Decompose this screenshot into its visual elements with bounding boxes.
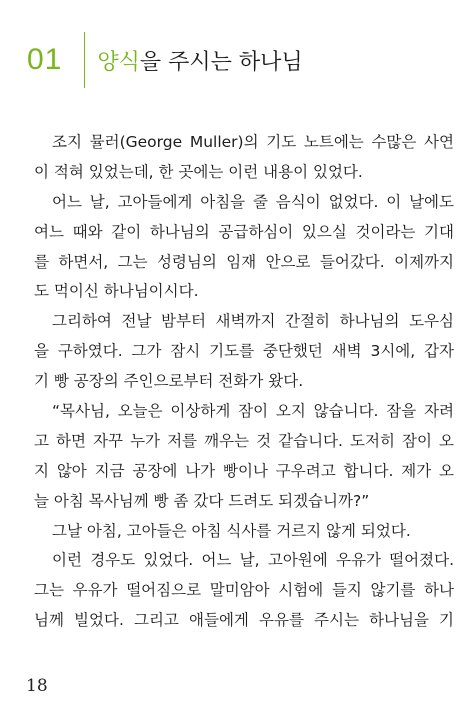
- body-line: “목사님, 오늘은 이상하게 잠이 오지 않습니다. 잠을 자려: [52, 402, 454, 421]
- body-line: 기 빵 공장의 주인으로부터 전화가 왔다.: [34, 372, 304, 391]
- body-text: [34, 128, 454, 636]
- chapter-divider: [84, 32, 85, 88]
- body-line: 여느 때와 같이 하나님의 공급하심이 있으실 것이라는 기대: [34, 222, 454, 241]
- body-line: 그는 우유가 떨어짐으로 말미암아 시험에 들지 않기를 하나: [34, 581, 454, 600]
- body-line: 늘 아침 목사님께 빵 좀 갔다 드려도 되겠습니까?”: [34, 491, 370, 510]
- body-line: 어느 날, 고아들에게 아침을 줄 음식이 없었다. 이 날에도: [52, 192, 454, 211]
- body-line: 그리하여 전날 밤부터 새벽까지 간절히 하나님의 도우심: [52, 312, 454, 331]
- chapter-title-rest: 을 주시는 하나님: [139, 49, 303, 75]
- body-line: 조지 뮬러(George Muller)의 기도 노트에는 수많은 사연: [52, 133, 454, 151]
- body-line: 님께 빌었다. 그리고 애들에게 우유를 주시는 하나님을 기: [34, 611, 454, 630]
- chapter-header: [27, 30, 303, 90]
- chapter-number: 01: [27, 43, 63, 76]
- body-line: 고 하면 자꾸 누가 저를 깨우는 것 같습니다. 도저히 잠이 오: [34, 431, 454, 450]
- body-line: 도 먹이신 하나님이시다.: [34, 282, 199, 301]
- body-line: 를 하면서, 그는 성령님의 임재 안으로 들어갔다. 이제까지: [34, 252, 454, 271]
- body-line: 이 적혀 있었는데, 한 곳에는 이런 내용이 있었다.: [34, 162, 363, 181]
- body-line: 지 않아 지금 공장에 나가 빵이나 구우려고 합니다. 제가 오: [34, 461, 454, 480]
- body-line: 을 구하였다. 그가 잠시 기도를 중단했던 새벽 3시에, 갑자: [34, 342, 454, 361]
- body-line: 이런 경우도 있었다. 어느 날, 고아원에 우유가 떨어졌다.: [52, 551, 454, 570]
- chapter-title-accent: 양식: [97, 49, 140, 75]
- chapter-title: [97, 45, 302, 76]
- body-line: 그날 아침, 고아들은 아침 식사를 거르지 않게 되었다.: [52, 521, 411, 540]
- page-number: 18: [26, 676, 48, 696]
